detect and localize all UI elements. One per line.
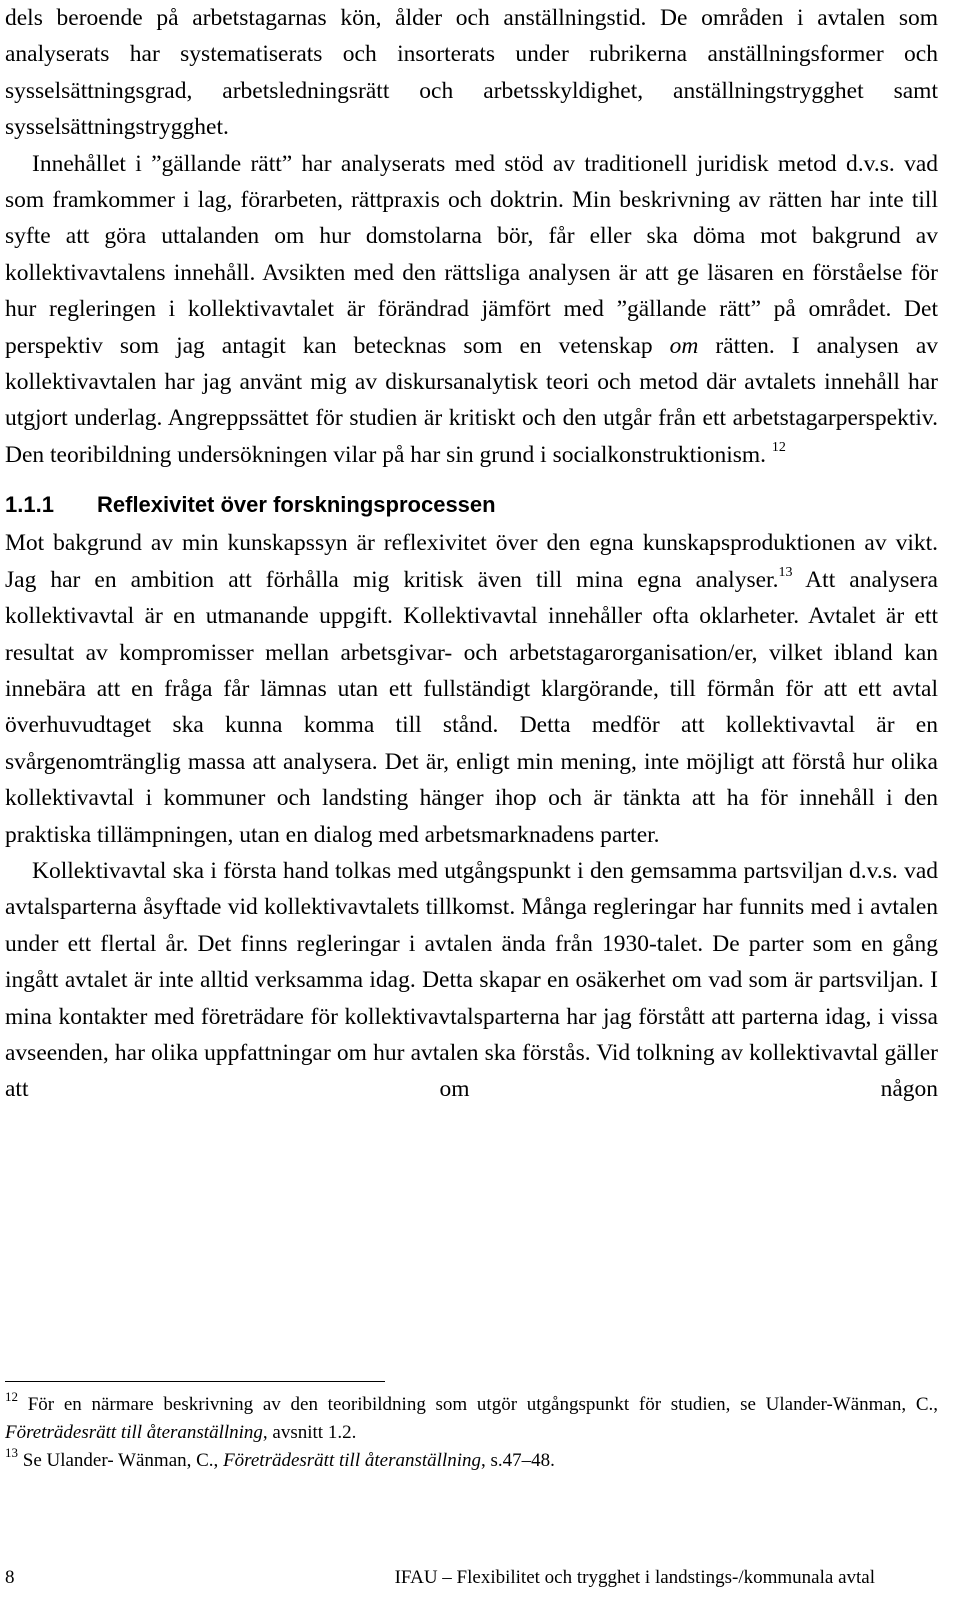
- footnote-separator: [5, 1381, 385, 1382]
- paragraph-partsvilja-text: Kollektivavtal ska i första hand tolkas med utgångspunkt i den gemsamma partsviljan d.v.s. vad avtalsparterna åsyftade vid kollektivavtalets tillkomst. Många regleringar har funnits med i avtalen under ett flertal år. Det finns regleringar i avtalen ända från 1930-talet. De parter som en gång ingått avtalet är inte alltid verksamma idag. Detta skapar en osäkerhet om vad som är partsviljan. I mina kontakter med företrädare för kollektivavtalsparterna har jag förstått att parterna idag, i vissa avseenden, har olika uppfattningar om hur avtalen ska förstås. Vid tolkning av kollektivavtal gäller att om någon: [5, 857, 938, 1103]
- paragraph-reflexivity-text-b: Att analysera kollektivavtal är en utmanande uppgift. Kollektivavtal innehåller ofta oklarheter. Avtalet är ett resultat av kompromisser mellan arbetsgivar- och arbetstagarorganisation/er, vilket ibland kan innebära att en fråga får lämnas utan ett fullständigt klargörande, till förmån för att ett avtal överhuvudtaget ska kunna komma till stånd. Detta medför att kollektivavtal är en svårgenomtränglig massa att analysera. Det är, enligt min mening, inte möjligt att förstå hur olika kollektivavtal i kommuner och landsting hänger ihop och är tänkta att ha för innehåll i den praktiska tillämpningen, utan en dialog med arbetsmarknadens parter.: [5, 566, 938, 848]
- body-text: [5, 0, 938, 1108]
- running-title: IFAU – Flexibilitet och trygghet i landstings-/kommunala avtal: [394, 1567, 875, 1588]
- paragraph-method-text-b: rätten. I analysen av kollektivavtalen har jag använt mig av diskursanalytisk teori och metod där avtalets innehåll har utgjort underlag. Angreppssättet för studien är kritiskt och den utgår från ett arbetstagarperspektiv. Den teoribildning undersökningen vilar på har sin grund i socialkonstruktionism.: [5, 332, 938, 468]
- section-heading: [5, 491, 938, 519]
- footnote-13: [5, 1447, 938, 1475]
- footnote-text: Se Ulander- Wänman, C.,: [18, 1450, 224, 1471]
- paragraph-reflexivity-text-a: Mot bakgrund av min kunskapssyn är reflexivitet över den egna kunskapsproduktionen av vikt. Jag har en ambition att förhålla mig kritisk även till mina egna analyser.: [5, 530, 938, 593]
- footnote-ref-13: 13: [778, 564, 793, 580]
- paragraph-intro: [5, 0, 938, 146]
- footnote-text: , avsnitt 1.2.: [262, 1422, 357, 1443]
- footnote-ref-12: 12: [771, 439, 786, 455]
- footnote-title: Företrädesrätt till återanställning: [5, 1422, 263, 1443]
- footnote-12: [5, 1391, 938, 1447]
- footnote-text: , s.47–48.: [480, 1450, 555, 1471]
- paragraph-intro-text: dels beroende på arbetstagarnas kön, ålder och anställningstid. De områden i avtalen som analyserats har systematiserats och insorterats under rubrikerna anställningsformer och sysselsättningsgrad, arbetsledningsrätt och arbetsskyldighet, anställningstrygghet samt sysselsättningstrygghet.: [5, 5, 938, 141]
- paragraph-reflexivity: [5, 525, 938, 853]
- paragraph-method: [5, 146, 938, 474]
- footnote-title: Företrädesrätt till återanställning: [223, 1450, 481, 1471]
- paragraph-partsvilja: [5, 853, 938, 1108]
- paragraph-method-text-a: Innehållet i ”gällande rätt” har analyserats med stöd av traditionell juridisk metod d.v.s. vad som framkommer i lag, förarbeten, rättpraxis och doktrin. Min beskrivning av rätten har inte till syfte att göra uttalanden om hur domstolarna bör, får eller ska döma mot bakgrund av kollektivavtalens innehåll. Avsikten med den rättsliga analysen är att ge läsaren en förståelse för hur regleringen i kollektivavtalet är förändrad jämfört med ”gällande rätt” på området. Det perspektiv som jag antagit kan betecknas som en vetenskap: [5, 150, 938, 359]
- footnote-number: 13: [5, 1445, 18, 1460]
- page-number: 8: [5, 1567, 15, 1588]
- section-title: Reflexivitet över forskningsprocessen: [97, 492, 496, 518]
- section-number: 1.1.1: [5, 492, 54, 518]
- footnote-number: 12: [5, 1389, 18, 1404]
- footnote-text: För en närmare beskrivning av den teoribildning som utgör utgångspunkt för studien, se Ulander-Wänman, C.,: [18, 1394, 938, 1415]
- footnotes: [5, 1391, 938, 1475]
- emphasis-om: om: [669, 332, 699, 359]
